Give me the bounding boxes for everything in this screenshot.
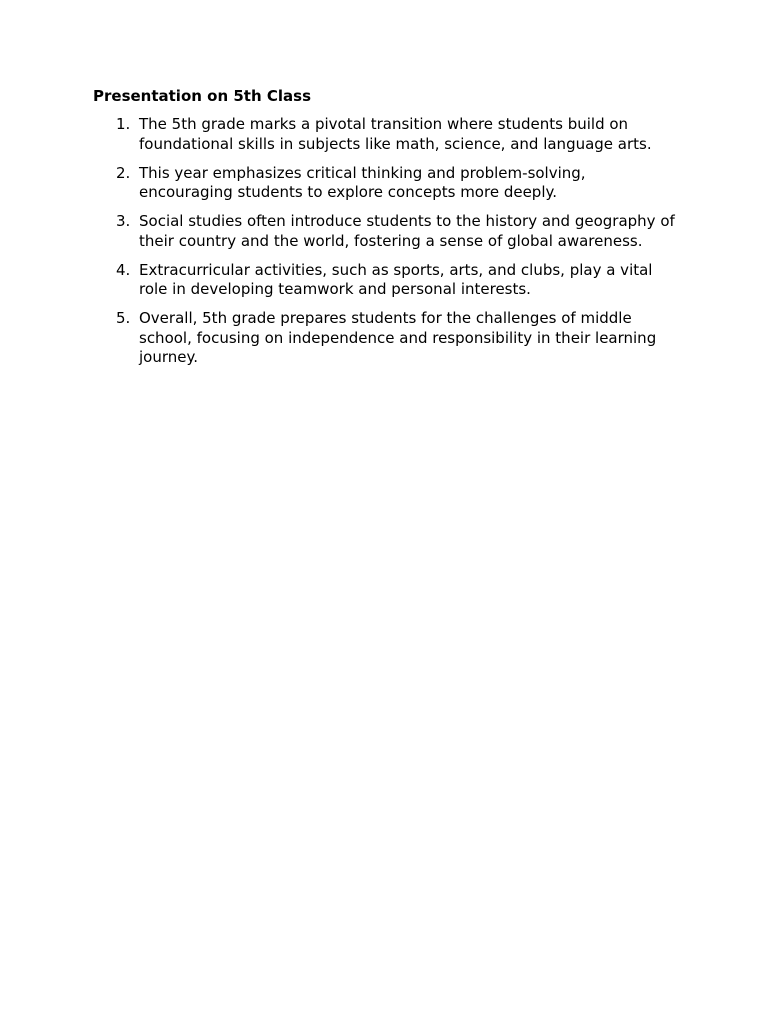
list-item-text: This year emphasizes critical thinking and problem-solving, encouraging students to explore concepts more deeply.: [139, 163, 586, 201]
list-item: [0, 309, 684, 368]
list-item: [0, 164, 684, 203]
document-title: Presentation on 5th Class: [93, 87, 311, 105]
list-item-text: Overall, 5th grade prepares students for the challenges of middle school, focusing on independence and responsibility in their learning journey.: [139, 309, 657, 366]
list-item-text: Social studies often introduce students to the history and geography of their country and the world, fostering a sense of global awareness.: [139, 212, 675, 250]
list-item-text: Extracurricular activities, such as sports, arts, and clubs, play a vital role in developing teamwork and personal interests.: [139, 260, 653, 298]
list-item: [0, 115, 684, 154]
list-item-number: 4.: [116, 260, 131, 279]
list-item-number: 2.: [116, 163, 131, 182]
list-item-number: 3.: [116, 212, 131, 230]
numbered-list: [0, 115, 768, 377]
list-item-number: 1.: [116, 115, 131, 133]
list-item-text: The 5th grade marks a pivotal transition where students build on foundational skills in subjects like math, science, and language arts.: [139, 115, 652, 153]
list-item: [0, 261, 684, 300]
list-item: [0, 212, 684, 251]
list-item-number: 5.: [116, 309, 131, 327]
